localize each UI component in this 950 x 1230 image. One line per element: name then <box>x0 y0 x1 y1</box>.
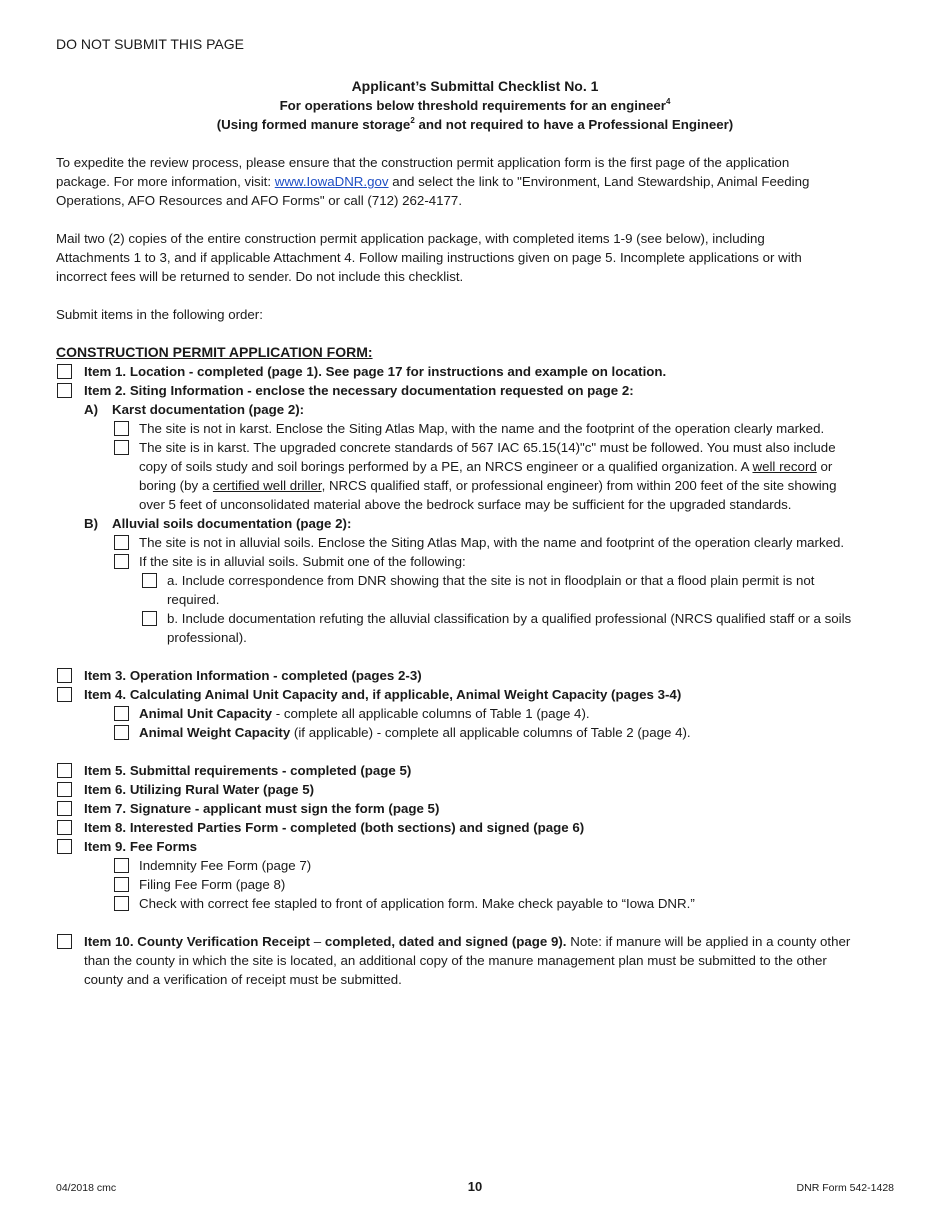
animal-unit-capacity-label: Animal Unit Capacity - complete all applicable columns of Table 1 (page 4). <box>139 706 590 721</box>
subtitle-threshold: For operations below threshold requirements for an engineer$^4$ <box>279 97 671 113</box>
submit-order-text: Submit items in the following order: <box>56 307 263 322</box>
indemnity-fee-label: Indemnity Fee Form (page 7) <box>139 858 312 873</box>
item4-checkbox[interactable] <box>57 687 72 702</box>
alluvial-title: Alluvial soils documentation (page 2): <box>112 516 352 531</box>
footer-date: 04/2018 cmc <box>56 1182 117 1194</box>
alluvial-not-checkbox[interactable] <box>114 535 129 550</box>
item1-checkbox[interactable] <box>57 364 72 379</box>
subtitle-manure-storage: (Using formed manure storage$^2$ and not required to have a Professional Engineer) <box>216 116 734 132</box>
item8-label: Item 8. Interested Parties Form - completed (both sections) and signed (page 6) <box>84 820 585 835</box>
item10-label: than the county in which the site is located, an additional copy of the manure management plan must be submitted to the other <box>84 953 827 968</box>
item1-label: Item 1. Location - completed (page 1). See page 17 for instructions and example on location. <box>84 364 667 379</box>
intro-paragraph-line: Operations, AFO Resources and AFO Forms" or call (712) 262-4177. <box>56 193 463 208</box>
karst-marker: A) <box>84 402 99 417</box>
item9-checkbox[interactable] <box>57 839 72 854</box>
item9-label: Item 9. Fee Forms <box>84 839 198 854</box>
item8-checkbox[interactable] <box>57 820 72 835</box>
karst-in-label: over 5 feet of unconsolidated material above the bedrock surface may be sufficient for the upgraded standards. <box>139 497 792 512</box>
indemnity-fee-checkbox[interactable] <box>114 858 129 873</box>
karst-title: Karst documentation (page 2): <box>112 402 305 417</box>
alluvial-option-a-checkbox[interactable] <box>142 573 157 588</box>
alluvial-option-a-label: a. Include correspondence from DNR showing that the site is not in floodplain or that a flood plain permit is not <box>167 573 815 588</box>
item3-label: Item 3. Operation Information - completed (pages 2-3) <box>84 668 422 683</box>
alluvial-in-label: If the site is in alluvial soils. Submit one of the following: <box>139 554 466 569</box>
item2-label: Item 2. Siting Information - enclose the necessary documentation requested on page 2: <box>84 383 634 398</box>
item6-label: Item 6. Utilizing Rural Water (page 5) <box>84 782 315 797</box>
intro-paragraph-line: To expedite the review process, please ensure that the construction permit application form is the first page of the application <box>56 155 790 170</box>
filing-fee-label: Filing Fee Form (page 8) <box>139 877 286 892</box>
alluvial-in-checkbox[interactable] <box>114 554 129 569</box>
item5-label: Item 5. Submittal requirements - completed (page 5) <box>84 763 412 778</box>
intro-paragraph-line: package. For more information, visit: www.IowaDNR.gov and select the link to "Environment, Land Stewardship, Animal Feeding <box>56 174 810 189</box>
alluvial-marker: B) <box>84 516 99 531</box>
item3-checkbox[interactable] <box>57 668 72 683</box>
mail-paragraph-line: Attachments 1 to 3, and if applicable Attachment 4. Follow mailing instructions given on page 5. Incomplete applications or with <box>56 250 802 265</box>
mail-paragraph-line: Mail two (2) copies of the entire construction permit application package, with completed items 1-9 (see below), including <box>56 231 765 246</box>
item7-checkbox[interactable] <box>57 801 72 816</box>
karst-in-label: boring (by a certified well driller, NRCS qualified staff, or professional engineer) from within 200 feet of the site showing <box>139 478 837 493</box>
page-number: 10 <box>467 1179 483 1194</box>
mail-paragraph-line: incorrect fees will be returned to sender. Do not include this checklist. <box>56 269 464 284</box>
animal-weight-capacity-checkbox[interactable] <box>114 725 129 740</box>
alluvial-option-b-label: b. Include documentation refuting the alluvial classification by a qualified professional (NRCS qualified staff or a soils <box>167 611 852 626</box>
item10-label: Item 10. County Verification Receipt – completed, dated and signed (page 9). Note: if manure will be applied in a county other <box>84 934 851 949</box>
footer-form-id: DNR Form 542-1428 <box>796 1182 894 1194</box>
item2-checkbox[interactable] <box>57 383 72 398</box>
alluvial-option-a-label: required. <box>167 592 220 607</box>
animal-weight-capacity-label: Animal Weight Capacity (if applicable) - complete all applicable columns of Table 2 (page 4). <box>139 725 691 740</box>
page-title: Applicant’s Submittal Checklist No. 1 <box>351 78 599 94</box>
karst-in-label: copy of soils study and soil borings performed by a PE, an NRCS engineer or a qualified organization. A well record or <box>139 459 833 474</box>
item5-checkbox[interactable] <box>57 763 72 778</box>
item4-label: Item 4. Calculating Animal Unit Capacity and, if applicable, Animal Weight Capacity (pages 3-4) <box>84 687 682 702</box>
check-fee-label: Check with correct fee stapled to front of application form. Make check payable to “Iowa DNR.” <box>139 896 695 911</box>
alluvial-option-b-label: professional). <box>167 630 247 645</box>
section-heading: CONSTRUCTION PERMIT APPLICATION FORM: <box>56 344 373 360</box>
karst-not-checkbox[interactable] <box>114 421 129 436</box>
alluvial-not-label: The site is not in alluvial soils. Enclose the Siting Atlas Map, with the name and footprint of the operation clearly marked. <box>139 535 845 550</box>
animal-unit-capacity-checkbox[interactable] <box>114 706 129 721</box>
alluvial-option-b-checkbox[interactable] <box>142 611 157 626</box>
item6-checkbox[interactable] <box>57 782 72 797</box>
item10-checkbox[interactable] <box>57 934 72 949</box>
karst-in-label: The site is in karst. The upgraded concrete standards of 567 IAC 65.15(14)"c" must be followed. You must also include <box>139 440 836 455</box>
item7-label: Item 7. Signature - applicant must sign the form (page 5) <box>84 801 440 816</box>
karst-not-label: The site is not in karst. Enclose the Siting Atlas Map, with the name and the footprint of the operation clearly marked. <box>139 421 825 436</box>
filing-fee-checkbox[interactable] <box>114 877 129 892</box>
do-not-submit-notice: DO NOT SUBMIT THIS PAGE <box>56 36 244 52</box>
iowadnr-link[interactable]: www.IowaDNR.gov <box>274 174 389 189</box>
check-fee-checkbox[interactable] <box>114 896 129 911</box>
karst-in-checkbox[interactable] <box>114 440 129 455</box>
item10-label: county and a verification of receipt must be submitted. <box>84 972 402 987</box>
